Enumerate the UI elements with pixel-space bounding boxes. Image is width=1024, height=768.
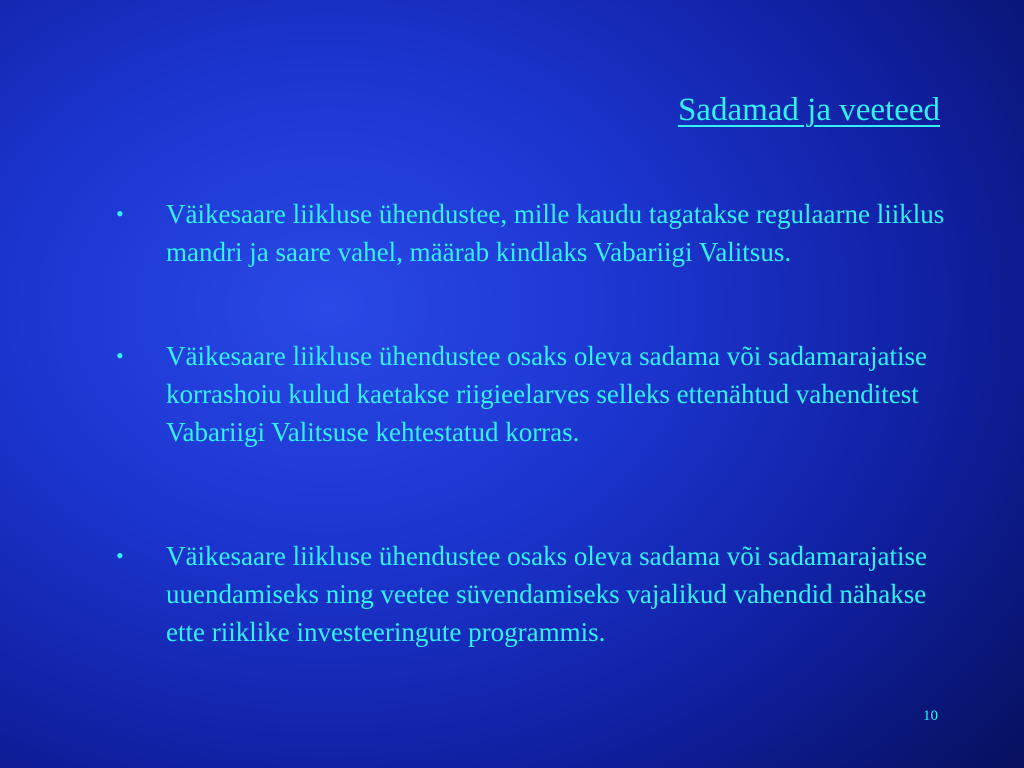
bullet-marker: •: [116, 543, 124, 568]
bullet-marker: •: [116, 201, 124, 226]
bullet-marker: •: [116, 343, 124, 368]
bullet-item: [108, 337, 968, 451]
bullet-item: [108, 537, 968, 651]
bullet-text: Väikesaare liikluse ühendustee osaks oleva sadama või sadamarajatise uuendamiseks ning veetee süvendamiseks vajalikud vahendid nähakse ette riiklike investeeringute programmis.: [166, 541, 927, 647]
page-number: 10: [923, 708, 938, 724]
bullet-text: Väikesaare liikluse ühendustee osaks oleva sadama või sadamarajatise korrashoiu kulud kaetakse riigieelarves selleks ettenähtud vahenditest Vabariigi Valitsuse kehtestatud korras.: [166, 341, 927, 447]
slide-title: Sadamad ja veeteed: [677, 92, 940, 128]
bullet-text: Väikesaare liikluse ühendustee, mille kaudu tagatakse regulaarne liiklus mandri ja saare vahel, määrab kindlaks Vabariigi Valitsus.: [166, 199, 945, 267]
bullet-item: [108, 195, 968, 271]
